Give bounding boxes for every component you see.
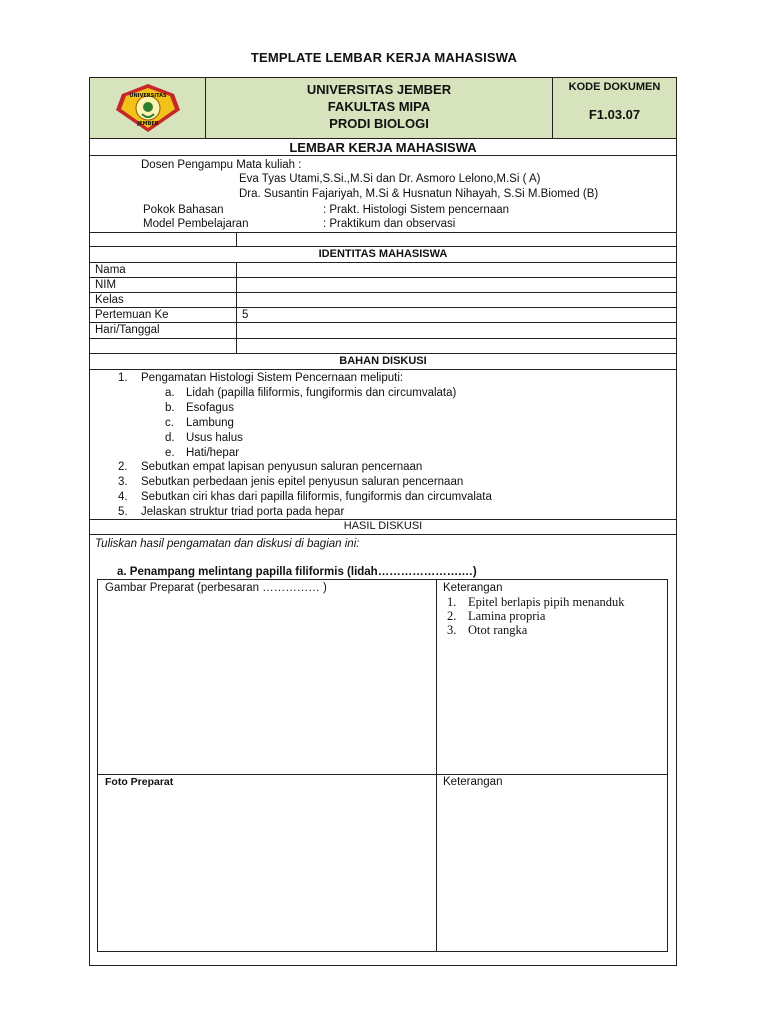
faculty-name: FAKULTAS MIPA	[327, 99, 431, 114]
foto-preparat-label: Foto Preparat	[105, 776, 174, 788]
lkm-title: LEMBAR KERJA MAHASISWA	[289, 140, 477, 155]
bahan-subitem-letter: c.	[165, 417, 174, 429]
bahan-subitem-letter: a.	[165, 387, 175, 399]
bahan-item: Jelaskan struktur triad porta pada hepar	[141, 506, 345, 518]
bahan-subitem-letter: b.	[165, 402, 175, 414]
bahan-subitem-letter: e.	[165, 447, 175, 459]
logo-text-top: UNIVERSITAS	[129, 93, 167, 99]
dosen-line-2: Dra. Susantin Fajariyah, M.Si & Husnatun Nihayah, S.Si M.Biomed (B)	[239, 188, 599, 200]
bahan-subitem: Lidah (papilla filiformis, fungiformis dan circumvalata)	[186, 387, 457, 399]
foto-preparat-area[interactable]	[98, 790, 435, 950]
kode-dokumen-label: KODE DOKUMEN	[568, 81, 661, 93]
pokok-bahasan-label: Pokok Bahasan	[143, 204, 224, 216]
dosen-label: Dosen Pengampu Mata kuliah :	[141, 159, 302, 171]
header-institution-cell	[205, 77, 553, 139]
bahan-item-number: 4.	[118, 491, 128, 503]
bahan-item-number: 3.	[118, 476, 128, 488]
section-a-heading: a. Penampang melintang papilla filiformis (lidah………………….…)	[117, 566, 477, 578]
identitas-label-hari-tanggal: Hari/Tanggal	[95, 324, 160, 336]
bahan-subitem: Hati/hepar	[186, 447, 240, 459]
identitas-label-pertemuan: Pertemuan Ke	[95, 309, 169, 321]
bahan-diskusi-title: BAHAN DISKUSI	[339, 355, 427, 367]
identitas-value-pertemuan[interactable]: 5	[242, 309, 249, 321]
identitas-title: IDENTITAS MAHASISWA	[318, 248, 448, 260]
identitas-label-nama: Nama	[95, 264, 126, 276]
bahan-subitem: Esofagus	[186, 402, 234, 414]
hasil-instruction: Tuliskan hasil pengamatan dan diskusi di bagian ini:	[95, 538, 360, 550]
identitas-label-kelas: Kelas	[95, 294, 124, 306]
model-pembelajaran-label: Model Pembelajaran	[143, 218, 249, 230]
program-name: PRODI BIOLOGI	[329, 116, 429, 131]
university-name: UNIVERSITAS JEMBER	[306, 82, 452, 97]
document-title: TEMPLATE LEMBAR KERJA MAHASISWA	[250, 50, 518, 65]
bahan-item: Sebutkan perbedaan jenis epitel penyusun saluran pencernaan	[141, 476, 464, 488]
kode-dokumen-value: F1.03.07	[588, 107, 641, 122]
bahan-item: Sebutkan empat lapisan penyusun saluran pencernaan	[141, 461, 423, 473]
identitas-label-nim: NIM	[95, 279, 117, 291]
bahan-item-number: 5.	[118, 506, 128, 518]
keterangan-2-label: Keterangan	[443, 776, 503, 788]
bahan-subitem: Lambung	[186, 417, 234, 429]
gambar-preparat-label: Gambar Preparat (perbesaran …………… )	[105, 582, 327, 594]
bahan-item-number: 2.	[118, 461, 128, 473]
keterangan-label: Keterangan	[443, 582, 503, 594]
bahan-item: Sebutkan ciri khas dari papilla filiformis, fungiformis dan circumvalata	[141, 491, 492, 503]
university-logo-icon	[90, 78, 207, 138]
dosen-line-1: Eva Tyas Utami,S.Si.,M.Si dan Dr. Asmoro Lelono,M.Si ( A)	[239, 173, 541, 185]
keterangan-item: Lamina propria	[468, 609, 546, 623]
bahan-subitem-letter: d.	[165, 432, 175, 444]
bahan-item: Pengamatan Histologi Sistem Pencernaan meliputi:	[141, 372, 404, 384]
hasil-diskusi-title: HASIL DISKUSI	[343, 520, 423, 532]
header-kode-cell	[552, 77, 677, 139]
header-logo-cell	[89, 77, 206, 139]
keterangan-item: Otot rangka	[468, 623, 528, 637]
keterangan-2-area[interactable]	[437, 790, 667, 950]
bahan-subitem: Usus halus	[186, 432, 243, 444]
keterangan-item-number: 2.	[447, 609, 457, 623]
bahan-item-number: 1.	[118, 372, 128, 384]
pokok-bahasan-value: : Prakt. Histologi Sistem pencernaan	[323, 204, 510, 216]
logo-text-bottom: JEMBER	[137, 121, 159, 127]
gambar-preparat-area[interactable]	[98, 596, 435, 773]
model-pembelajaran-value: : Praktikum dan observasi	[323, 218, 456, 230]
keterangan-item-number: 3.	[447, 623, 457, 637]
keterangan-item-number: 1.	[447, 595, 457, 609]
keterangan-item: Epitel berlapis pipih menanduk	[468, 595, 625, 609]
